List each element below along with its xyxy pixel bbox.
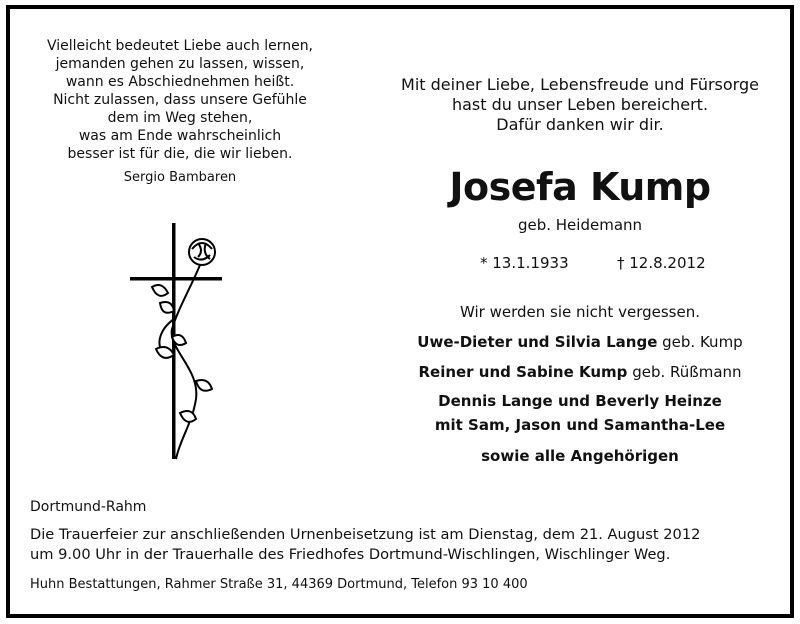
poem-author: Sergio Bambaren [123,170,237,185]
mourner-family-2-suffix: geb. Rüßmann [627,363,742,381]
grandchildren-line: mit Sam, Jason und Samantha-Lee [434,416,726,434]
poem-line: was am Ende wahrscheinlich [78,128,282,144]
poem-block [30,37,330,187]
place-name: Dortmund-Rahm [30,499,147,515]
grandchildren [390,389,770,437]
poem-line: wann es Abschiednehmen heißt. [65,74,295,90]
birth-date: * 13.1.1933 [480,254,569,272]
deceased-name: Josefa Kump [449,165,711,209]
birth-name: geb. Heidemann [517,216,643,234]
mourner-family-2 [390,359,770,389]
poem-line: besser ist für die, die wir lieben. [67,146,293,162]
poem-line: Vielleicht bedeutet Liebe auch lernen, [46,38,314,54]
mourners-block [390,299,770,465]
service-line: Die Trauerfeier zur anschließenden Urnenbeisetzung ist am Dienstag, dem 21. August 2012 [30,526,701,543]
undertaker-info: Huhn Bestattungen, Rahmer Straße 31, 44369 Dortmund, Telefon 93 10 400 [30,577,528,592]
cross-with-rose-icon [130,219,240,479]
thanks-line: Mit deiner Liebe, Lebensfreude und Fürsorge [401,75,759,94]
poem-line: dem im Weg stehen, [107,110,253,126]
mourners-closing: sowie alle Angehörigen [481,447,679,465]
mourner-family-1 [390,329,770,359]
mourner-family-1-suffix: geb. Kump [657,333,743,351]
mourner-family-2-names: Reiner und Sabine Kump [418,363,628,381]
mourner-family-1-names: Uwe-Dieter und Silvia Lange [417,333,658,351]
thanks-line: Dafür danken wir dir. [496,115,664,134]
thanks-text [390,75,770,135]
mourners-intro: Wir werden sie nicht vergessen. [460,303,700,321]
grandchildren-line: Dennis Lange und Beverly Heinze [438,392,722,410]
service-line: um 9.00 Uhr in der Trauerhalle des Friedhofes Dortmund-Wischlingen, Wischlinger Weg. [30,546,671,563]
footer-block [30,497,770,595]
poem-line: jemanden gehen zu lassen, wissen, [55,56,305,72]
death-date: † 12.8.2012 [617,254,706,272]
service-info [30,525,770,565]
poem-line: Nicht zulassen, dass unsere Gefühle [53,92,307,108]
thanks-line: hast du unser Leben bereichert. [451,95,709,114]
